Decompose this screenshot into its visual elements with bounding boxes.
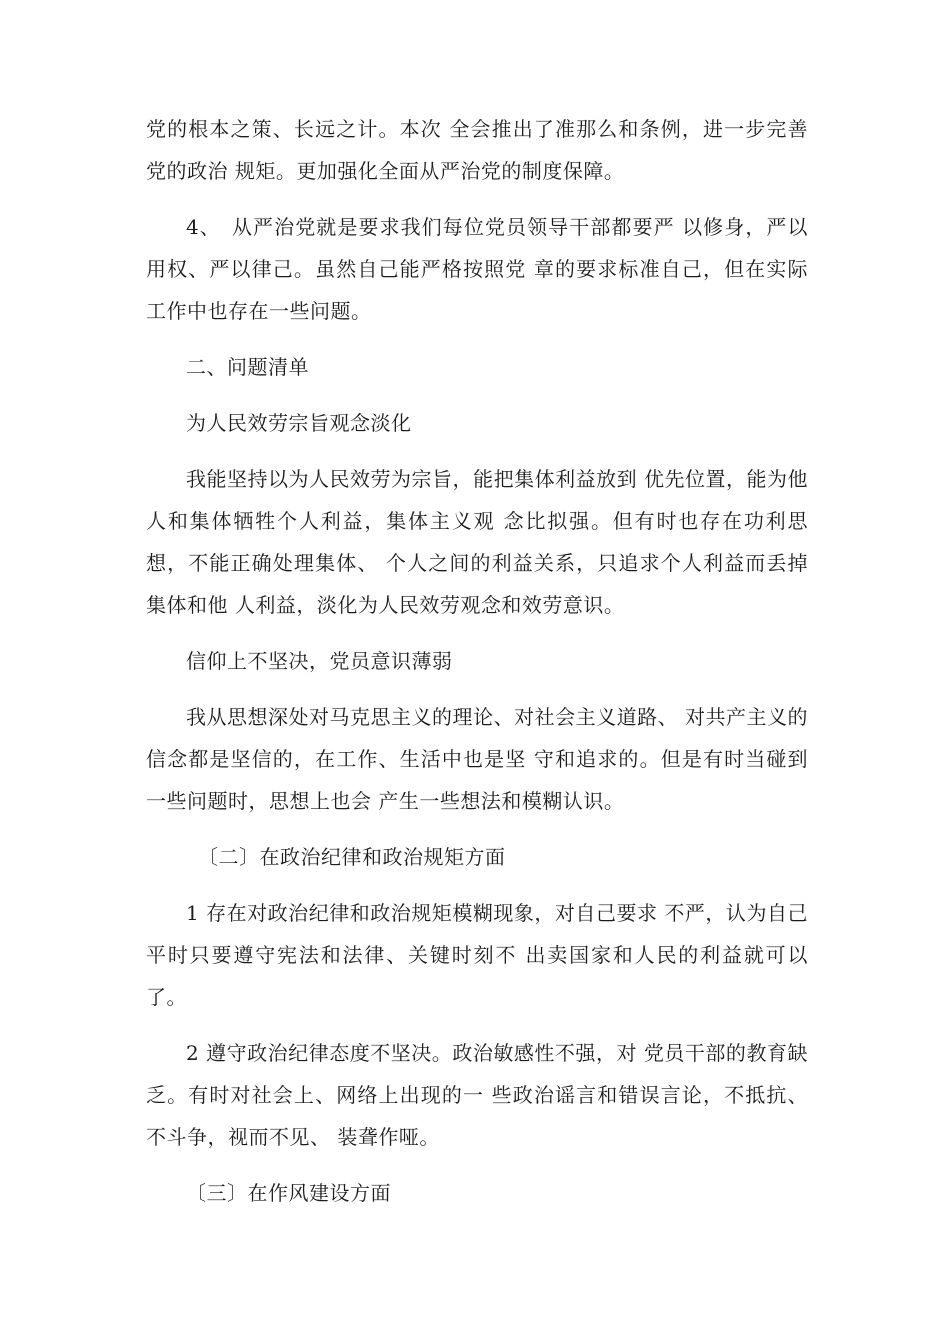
paragraph-discipline-item-1: 1 存在对政治纪律和政治规矩模糊现象，对自己要求 不严，认为自己平时只要遵守宪法和法律、关键时刻不 出卖国家和人民的利益就可以了。 — [146, 901, 808, 1009]
paragraph-strict-governance: 4、 从严治党就是要求我们每位党员领导干部都要严 以修身，严以用权、严以律己。虽然自己能严格按照党 章的要求标准自己，但在实际工作中也存在一些问题。 — [146, 215, 808, 323]
heading-belief: 信仰上不坚决，党员意识薄弱 — [186, 649, 453, 673]
paragraph-discipline-item-2: 2 遵守政治纪律态度不坚决。政治敏感性不强，对 党员干部的教育缺乏。有时对社会上、网络上出现的一 些政治谣言和错误言论，不抵抗、不斗争，视而不见、 装聋作哑。 — [146, 1041, 808, 1149]
heading-service-purpose: 为人民效劳宗旨观念淡化 — [186, 411, 412, 435]
heading-political-discipline: 〔二〕在政治纪律和政治规矩方面 — [198, 845, 506, 869]
document-body — [146, 108, 808, 1228]
paragraph-belief: 我从思想深处对马克思主义的理论、对社会主义道路、 对共产主义的信念都是坚信的，在工作、生活中也是坚 守和追求的。但是有时当碰到一些问题时，思想上也会 产生一些想法和模糊认识。 — [146, 705, 808, 813]
paragraph-service-purpose: 我能坚持以为人民效劳为宗旨，能把集体利益放到 优先位置，能为他人和集体牺牲个人利益，集体主义观 念比拟强。但有时也存在功利思想，不能正确处理集体、 个人之间的利益关系，只追求个人利益而丢掉集体和他 人利益，淡化为人民效劳观念和效劳意识。 — [146, 467, 808, 617]
paragraph-continuation: 党的根本之策、长远之计。本次 全会推出了准那么和条例，进一步完善党的政治 规矩。更加强化全面从严治党的制度保障。 — [146, 117, 808, 183]
heading-problem-list: 二、问题清单 — [186, 355, 309, 379]
heading-work-style: 〔三〕在作风建设方面 — [186, 1181, 391, 1205]
